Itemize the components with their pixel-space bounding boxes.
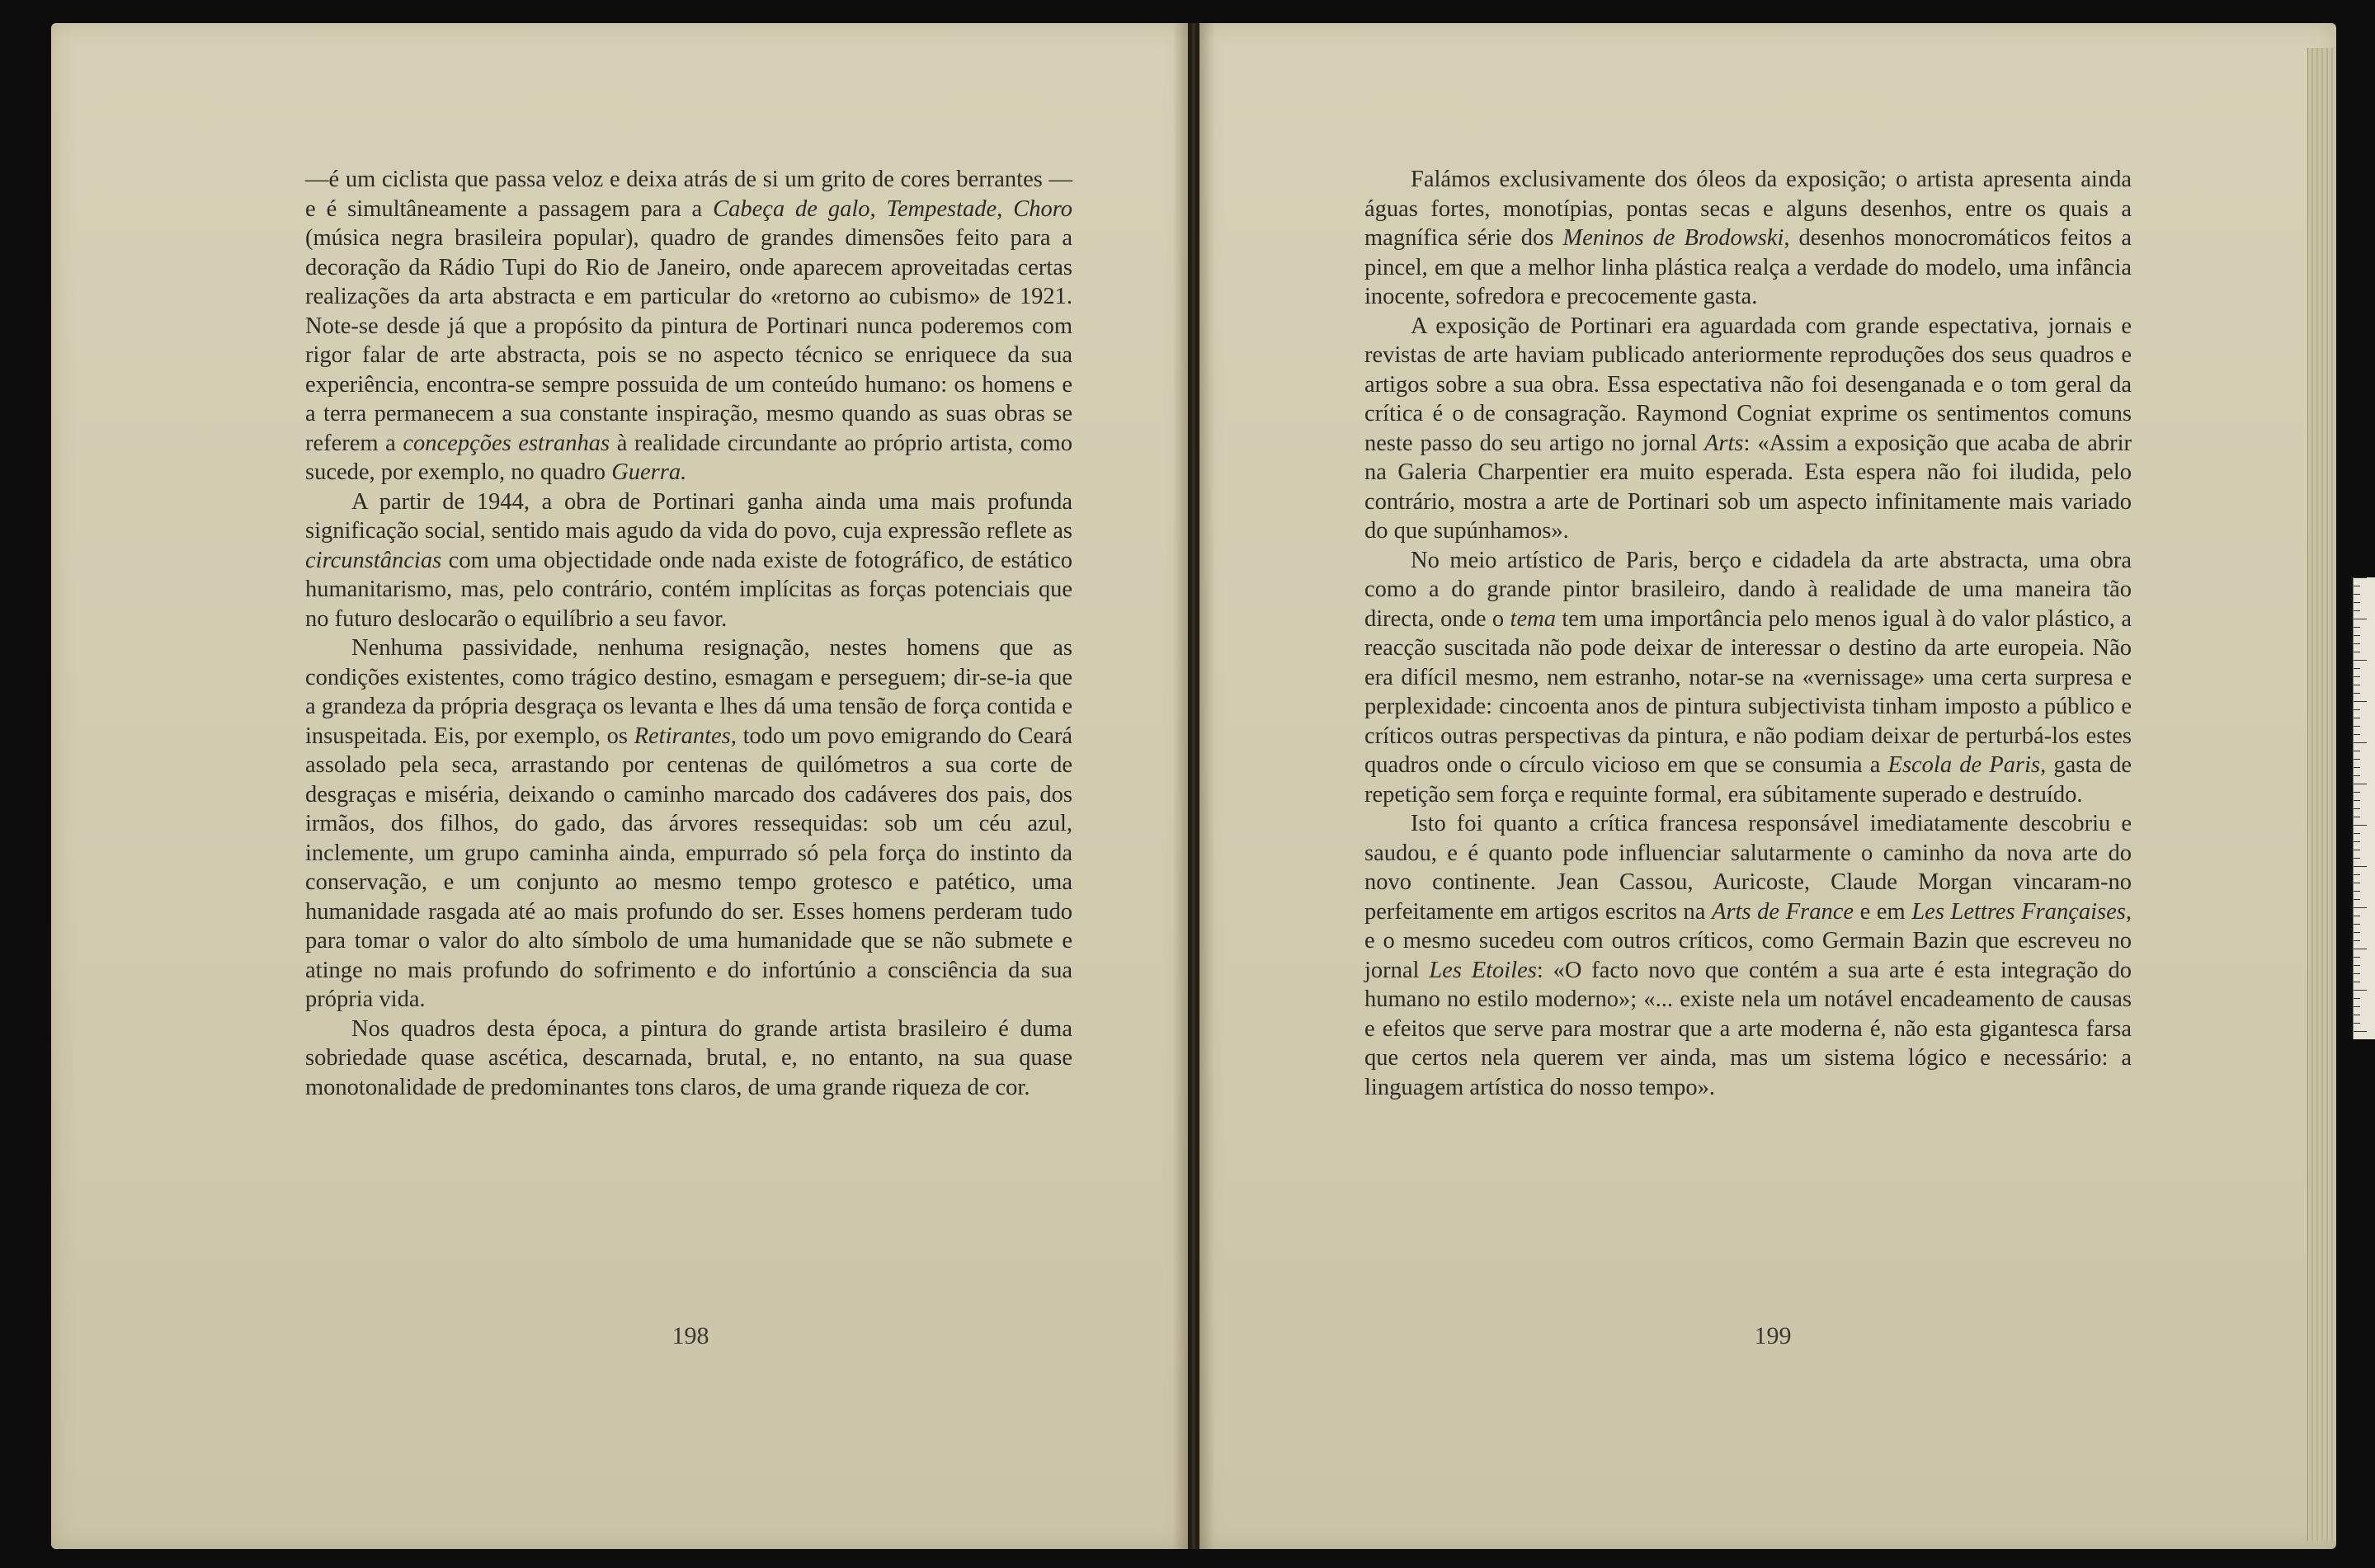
text-run: à realidade circundante ao próprio artista, como sucede, por exemplo, no quadro	[305, 430, 1072, 485]
right-page-text	[1364, 165, 2132, 1102]
italic-phrase: Escola de Paris,	[1887, 752, 2047, 778]
ruler-tick	[2354, 800, 2360, 801]
ruler-tick	[2354, 833, 2360, 834]
paragraph	[305, 487, 1072, 634]
ruler-tick	[2354, 825, 2367, 826]
text-run: : «O facto novo que contém a sua arte é esta integração do humano no estilo moderno»; «... existe nela um notável encadeamento de causas e efeitos que serve para mostrar que a arte moderna é, não esta gigantesca farsa que certos nela querem ver ainda, mas um sistema lógico e necessário: a linguagem artística do nosso tempo».	[1364, 957, 2132, 1100]
ruler-tick	[2354, 676, 2360, 677]
italic-phrase: Cabeça de galo, Tempestade, Choro	[713, 195, 1072, 222]
text-run: e o mesmo sucedeu com outros críticos, como Germain Bazin que escreveu no jornal	[1364, 928, 2132, 983]
ruler-tick	[2354, 726, 2360, 727]
ruler-tick	[2354, 668, 2360, 669]
text-run: Nos quadros desta época, a pintura do grande artista brasileiro é duma sobriedade quase ascética, descarnada, brutal, e, no entanto, na sua quase monotonalidade de predominantes tons claros, de uma grande riqueza de cor.	[305, 1015, 1072, 1100]
ruler-tick	[2354, 602, 2360, 603]
ruler-tick	[2354, 940, 2360, 941]
italic-phrase: tema	[1510, 605, 1556, 632]
text-run: A exposição de Portinari era aguardada com grande espectativa, jornais e revistas de arte haviam publicado anteriormente reproduções dos seus quadros e artigos sobre a sua obra. Essa espectativa não foi desenganada e o tom geral da crítica é o de consagração. Raymond Cogniat exprime os sentimentos comuns neste passo do seu artigo no jornal	[1364, 313, 2132, 456]
book-gutter	[1173, 23, 1214, 1549]
ruler-tick	[2354, 891, 2360, 892]
text-run: (música negra brasileira popular), quadro de grandes dimensões feito para a decoração da Rádio Tupi do Rio de Janeiro, onde aparecem aproveitadas certas realizações da arta abstracta e em particular do «retorno ao cubismo» de 1921. Note-se desde já que a propósito da pintura de Portinari nunca poderemos com rigor falar de arte abstracta, pois se no aspecto técnico se enriquece da sua experiência, encontra-se sempre possuida de um conteúdo humano: os homens e a terra permanecem a sua constante inspiração, mesmo quando as suas obras se referem a	[305, 225, 1072, 456]
paragraph	[1364, 312, 2132, 546]
ruler-tick	[2354, 594, 2360, 595]
text-run: A partir de 1944, a obra de Portinari ganha ainda uma mais profunda significação social, sentido mais agudo da vida do povo, cuja expressão reflete as	[305, 488, 1072, 544]
ruler-tick	[2354, 577, 2367, 578]
italic-phrase: Arts	[1704, 430, 1744, 456]
ruler-tick	[2354, 660, 2367, 661]
ruler-tick	[2354, 841, 2360, 842]
italic-phrase: Meninos de Brodowski,	[1562, 225, 1790, 251]
paragraph	[305, 633, 1072, 1015]
text-run: —é um ciclista que passa veloz e deixa atrás de si um grito de cores berrantes — e é simultâneamente a passagem para a	[305, 167, 1072, 222]
ruler-tick	[2354, 693, 2360, 694]
ruler-tick	[2354, 1006, 2360, 1007]
right-page	[1199, 23, 2336, 1549]
text-run: tem uma importância pelo menos igual à do valor plástico, a reacção suscitada não pode deixar de interessar o destino da arte europeia. Não era difícil mesmo, nem estranho, notar-se na «vernissage» uma certa surpresa e perplexidade: cincoenta anos de pintura subjectivista tinham imposto a público e críticos outras perspectivas da pintura, e não podiam deixar de perturbá-los estes quadros onde o círculo vicioso em que se consumia a	[1364, 605, 2132, 778]
ruler-tick	[2354, 643, 2360, 644]
italic-phrase: Les Etoiles	[1429, 957, 1537, 983]
text-run: Nenhuma passividade, nenhuma resignação, nestes homens que as condições existentes, como trágico destino, esmagam e perseguem; dir-se-ia que a grandeza da própria desgraça os levanta e lhes dá uma tensão de força contida e insuspeitada. Eis, por exemplo, os	[305, 635, 1072, 749]
page-number-right: 199	[1754, 1322, 1792, 1349]
ruler-tick	[2354, 775, 2360, 776]
ruler-tick	[2354, 874, 2360, 875]
ruler-tick	[2354, 1023, 2360, 1024]
ruler-tick	[2354, 792, 2360, 793]
book-spread	[51, 23, 2336, 1549]
italic-phrase: Guerra.	[611, 459, 687, 485]
ruler-tick	[2354, 1031, 2367, 1032]
text-run: todo um povo emigrando do Ceará assolado pela seca, arrastando por centenas de quilómetros a sua corte de desgraças e miséria, deixando o caminho marcado dos cadáveres dos pais, dos irmãos, dos filhos, do gado, das árvores ressequidas: sob um céu azul, inclemente, um grupo caminha ainda, empurrado só pela força do instinto da conservação, e um conjunto ao mesmo tempo grotesco e patético, uma humanidade rasgada até ao mais profundo do ser. Esses homens perderam tudo para tomar o valor do alto símbolo de uma humanidade que se não submete e atinge no mais profundo do sofrimento e do infortúnio a consciência da sua própria vida.	[305, 723, 1072, 1012]
ruler-tick	[2354, 965, 2360, 966]
ruler-tick	[2354, 998, 2360, 999]
page-number-left: 198	[672, 1322, 709, 1349]
text-run: com uma objectidade onde nada existe de fotográfico, de estático humanitarismo, mas, pelo contrário, contém implícitas as forças potenciais que no futuro deslocarão o equilíbrio a seu favor.	[305, 547, 1072, 632]
ruler-tick	[2354, 907, 2367, 908]
paragraph	[1364, 809, 2132, 1102]
italic-phrase: Les Lettres Françaises,	[1911, 898, 2132, 925]
paragraph	[1364, 546, 2132, 810]
ruler-tick	[2354, 610, 2360, 611]
paragraph	[1364, 165, 2132, 312]
ruler-tick	[2354, 932, 2360, 933]
ruler-tick	[2354, 866, 2367, 867]
paragraph	[305, 1015, 1072, 1103]
left-page	[51, 23, 1188, 1549]
text-run: Isto foi quanto a crítica francesa responsável imediatamente descobriu e saudou, e é quanto pode influenciar salutarmente o caminho da nova arte do novo continente. Jean Cassou, Auricoste, Claude Morgan vincaram-no perfeitamente em artigos escritos na	[1364, 811, 2132, 925]
ruler-tick	[2354, 709, 2360, 710]
ruler-tick	[2354, 627, 2360, 628]
page-edges	[2307, 48, 2336, 1541]
ruler-tick	[2354, 635, 2360, 636]
ruler-tick	[2354, 957, 2360, 958]
ruler-tick	[2354, 990, 2367, 991]
italic-phrase: circunstâncias	[305, 547, 442, 573]
text-run: desenhos monocromáticos feitos a pincel, em que a melhor linha plástica realça a verdade do modelo, uma infância inocente, sofredora e precocemente gasta.	[1364, 225, 2132, 309]
ruler-tick	[2354, 808, 2360, 809]
text-run: e em	[1854, 898, 1912, 925]
text-run: gasta de repetição sem força e requinte formal, era súbitamente superado e destruído.	[1364, 752, 2132, 808]
scale-ruler	[2353, 577, 2375, 1039]
text-run: Falámos exclusivamente dos óleos da exposição; o artista apresenta ainda águas fortes, monotípias, pontas secas e alguns desenhos, entre os quais a magnífica série dos	[1364, 167, 2132, 251]
ruler-tick	[2354, 899, 2360, 900]
left-page-text	[305, 165, 1072, 1102]
ruler-tick	[2354, 973, 2360, 974]
paragraph	[305, 165, 1072, 487]
ruler-tick	[2354, 924, 2360, 925]
text-run: No meio artístico de Paris, berço e cidadela da arte abstracta, uma obra como a do grande pintor brasileiro, dando à realidade de uma maneira tão directa, onde o	[1364, 547, 2132, 632]
ruler-tick	[2354, 701, 2367, 702]
ruler-tick	[2354, 858, 2360, 859]
italic-phrase: Arts de France	[1712, 898, 1854, 925]
ruler-tick	[2354, 742, 2367, 743]
italic-phrase: Retirantes,	[634, 723, 737, 749]
italic-phrase: concepções estranhas	[403, 430, 610, 456]
ruler-tick	[2354, 759, 2360, 760]
ruler-tick	[2354, 767, 2360, 768]
ruler-tick	[2354, 734, 2360, 735]
text-run: : «Assim a exposição que acaba de abrir na Galeria Charpentier era muito esperada. Esta espera não foi iludida, pelo contrário, mostra a arte de Portinari sob um aspecto infinitamente mais variado do que supúnhamos».	[1364, 430, 2132, 544]
